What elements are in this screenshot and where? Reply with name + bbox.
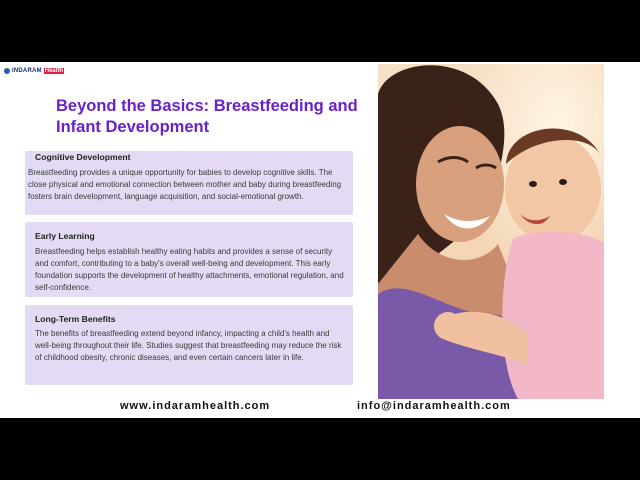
card-text: Breastfeeding helps establish healthy eating habits and provides a sense of security and comfort, contributing to a baby's overall well-being and development. This early foundation supports the development of healthy attachments, emotional regulation, and self-confidence. <box>35 247 344 292</box>
card-early-learning <box>25 222 353 297</box>
logo-brand: INDARAM <box>12 68 42 74</box>
footer-website[interactable]: www.indaramhealth.com <box>120 400 271 412</box>
mother-baby-photo <box>378 64 604 399</box>
logo-icon <box>4 68 10 74</box>
card-long-term-benefits <box>25 305 353 385</box>
card-heading: Cognitive Development <box>35 152 131 162</box>
card-heading: Long-Term Benefits <box>35 314 116 324</box>
card-text: The benefits of breastfeeding extend beyond infancy, impacting a child's health and well-being throughout their life. Studies suggest that breastfeeding may reduce the risk of childhood obesity, chronic diseases, and even certain cancers later in life. <box>35 329 342 362</box>
card-heading: Early Learning <box>35 231 95 241</box>
card-cognitive-development <box>25 151 353 215</box>
slide-title: Beyond the Basics: Breastfeeding and Infant Development <box>56 97 358 136</box>
slide-frame <box>0 62 640 418</box>
card-text: Breastfeeding provides a unique opportunity for babies to develop cognitive skills. The close physical and emotional connection between mother and baby during breastfeeding fosters brain development, language acquisition, and social-emotional growth. <box>28 168 342 201</box>
footer-email[interactable]: info@indaramhealth.com <box>357 400 511 412</box>
logo-accent: Health <box>44 68 64 74</box>
brand-logo <box>4 68 64 74</box>
